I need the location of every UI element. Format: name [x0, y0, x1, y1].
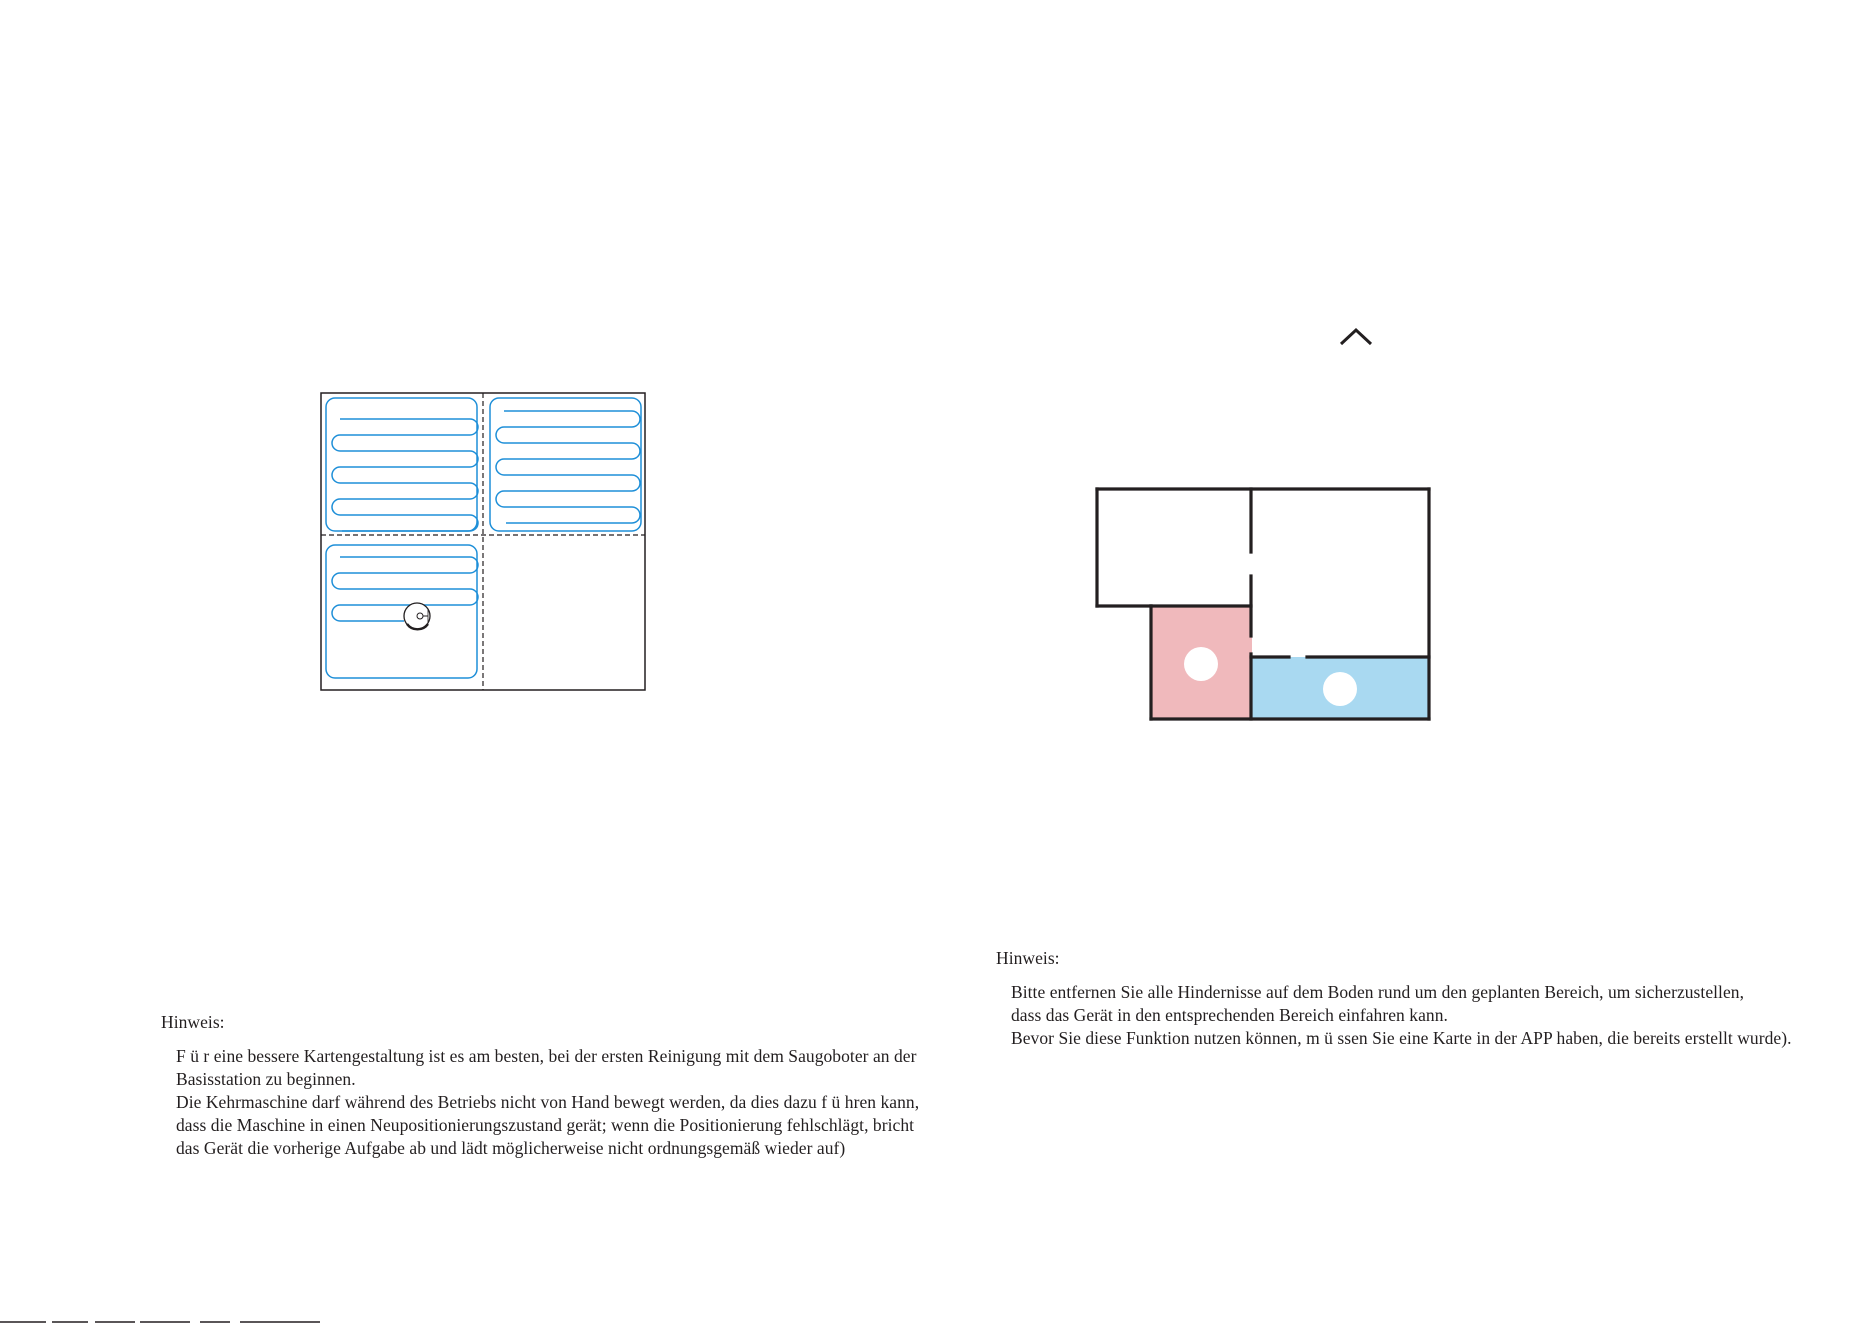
note-right-body	[1011, 981, 1856, 1050]
robot-vacuum-icon	[404, 603, 430, 629]
note-right-line: Bitte entfernen Sie alle Hindernisse auf dem Boden rund um den geplanten Bereich, um sicherzustellen,	[1011, 982, 1745, 1002]
note-right-line: Bevor Sie diese Funktion nutzen können, m ü ssen Sie eine Karte in der APP haben, die bereits erstellt wurde).	[1011, 1028, 1792, 1048]
zone-top-left	[326, 398, 478, 531]
hinweis-label-left: Hinweis:	[161, 1012, 225, 1032]
note-right	[996, 947, 1856, 1050]
note-left-line: dass die Maschine in einen Neupositionierungszustand gerät; wenn die Positionierung fehlschlägt, bricht	[176, 1115, 915, 1135]
chevron-up-icon	[1336, 324, 1376, 348]
floor-plan-diagram	[1090, 484, 1440, 724]
note-left-line: das Gerät die vorherige Aufgabe ab und lädt möglicherweise nicht ordnungsgemäß wieder auf)	[176, 1138, 846, 1158]
footer-marks	[0, 1320, 340, 1324]
zone-bottom-left	[326, 545, 478, 678]
note-left	[161, 1011, 971, 1160]
zoned-cleaning-diagram	[320, 392, 646, 692]
zone-top-right	[490, 398, 641, 531]
hinweis-label-right: Hinweis:	[996, 948, 1060, 968]
note-right-line: dass das Gerät in den entsprechenden Bereich einfahren kann.	[1011, 1005, 1448, 1025]
room-pink-marker	[1184, 647, 1218, 681]
room-blue-marker	[1323, 672, 1357, 706]
note-left-body	[176, 1045, 971, 1160]
note-left-line: Die Kehrmaschine darf während des Betriebs nicht von Hand bewegt werden, da dies dazu f ü hren kann,	[176, 1092, 920, 1112]
note-left-line: Basisstation zu beginnen.	[176, 1069, 356, 1089]
note-left-line: F ü r eine bessere Kartengestaltung ist es am besten, bei der ersten Reinigung mit dem Saugoboter an der	[176, 1046, 917, 1066]
